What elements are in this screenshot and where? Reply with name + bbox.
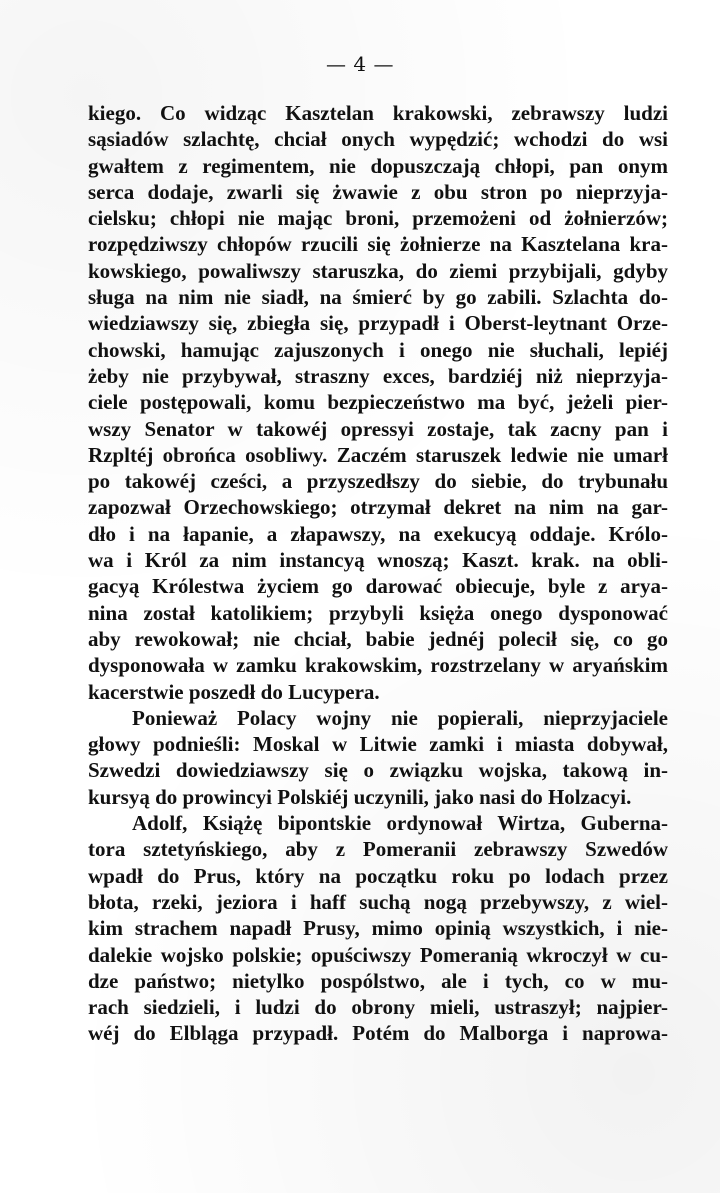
text-line: tora sztetyńskiego, aby z Pomeranii zebrawszy Szwedów	[88, 837, 668, 862]
text-line: sąsiadów szlachtę, chciał onych wypędzić; wchodzi do wsi	[88, 127, 668, 152]
text-line: dysponowała w zamku krakowskim, rozstrzelany w aryańskim	[88, 653, 668, 678]
text-line: błota, rzeki, jeziora i haff suchą nogą przebywszy, z wiel-	[88, 889, 668, 914]
text-line: rach siedzieli, i ludzi do obrony mieli, ustraszył; najpier-	[88, 995, 668, 1020]
text-line: kim strachem napadł Prusy, mimo opinią wszystkich, i nie-	[88, 916, 668, 941]
text-line: wpadł do Prus, który na początku roku po lodach przez	[88, 863, 668, 888]
text-line: serca dodaje, zwarli się żwawie z obu stron po nieprzyja-	[88, 179, 668, 204]
text-line: dalekie wojsko polskie; opuściwszy Pomeranią wkroczył w cu-	[88, 942, 668, 967]
page-number-header: — 4 —	[326, 52, 394, 76]
text-line: sługa na nim nie siadł, na śmierć by go zabili. Szlachta do-	[88, 285, 668, 310]
text-line: aby rewokował; nie chciał, babie jednéj polecił się, co go	[88, 626, 668, 651]
text-line: po takowéj cześci, a przyszedłszy do siebie, do trybunału	[88, 469, 668, 494]
text-line: wiedziawszy się, zbiegła się, przypadł i Oberst-leytnant Orze-	[88, 311, 668, 336]
text-line: Adolf, Książę bipontskie ordynował Wirtza, Guberna-	[132, 811, 668, 836]
text-line: głowy podnieśli: Moskal w Litwie zamki i miasta dobywał,	[88, 732, 668, 757]
text-line: gwałtem z regimentem, nie dopuszczają chłopi, pan onym	[88, 153, 668, 178]
text-line: rozpędziwszy chłopów rzucili się żołnierze na Kasztelana kra-	[88, 232, 668, 257]
text-line: chowski, hamując zajuszonych i onego nie słuchali, lepiéj	[88, 337, 668, 362]
text-line: kacerstwie poszedł do Lucypera.	[88, 679, 380, 704]
text-line: kiego. Co widząc Kasztelan krakowski, zebrawszy ludzi	[88, 101, 668, 125]
text-line: wéj do Elbląga przypadł. Potém do Malborga i naprowa-	[88, 1021, 668, 1046]
text-line: kursyą do prowincyi Polskiéj uczynili, jako nasi do Holzacyi.	[88, 784, 632, 809]
text-line: cielsku; chłopi nie mając broni, przemożeni od żołnierzów;	[88, 206, 668, 231]
text-line: dło i na łapanie, a złapawszy, na exekucyą oddaje. Królo-	[88, 521, 668, 546]
text-line: gacyą Królestwa życiem go darować obiecuje, byle z arya-	[88, 574, 668, 599]
text-line: nina został katolikiem; przybyli księża onego dysponować	[88, 600, 668, 625]
text-line: zapozwał Orzechowskiego; otrzymał dekret na nim na gar-	[88, 495, 668, 520]
text-line: Szwedzi dowiedziawszy się o związku wojska, takową in-	[88, 758, 668, 783]
text-line: dze państwo; nietylko pospólstwo, ale i tych, co w mu-	[88, 968, 668, 993]
text-line: kowskiego, powaliwszy staruszka, do ziemi przybijali, gdyby	[88, 258, 668, 283]
text-line: żeby nie przybywał, straszny exces, bardziéj niż nieprzyja-	[88, 363, 668, 388]
text-line: ciele postępowali, komu bezpieczeństwo ma być, jeżeli pier-	[88, 390, 668, 415]
text-line: Rzpltéj obrońca osobliwy. Zaczém staruszek ledwie nie umarł	[88, 442, 668, 467]
text-line: wszy Senator w takowéj opressyi zostaje, tak zacny pan i	[88, 416, 668, 441]
text-line: Ponieważ Polacy wojny nie popierali, nieprzyjaciele	[132, 705, 668, 730]
text-line: wa i Król za nim instancyą wnoszą; Kaszt. krak. na obli-	[88, 548, 668, 573]
body-text	[88, 100, 668, 1047]
